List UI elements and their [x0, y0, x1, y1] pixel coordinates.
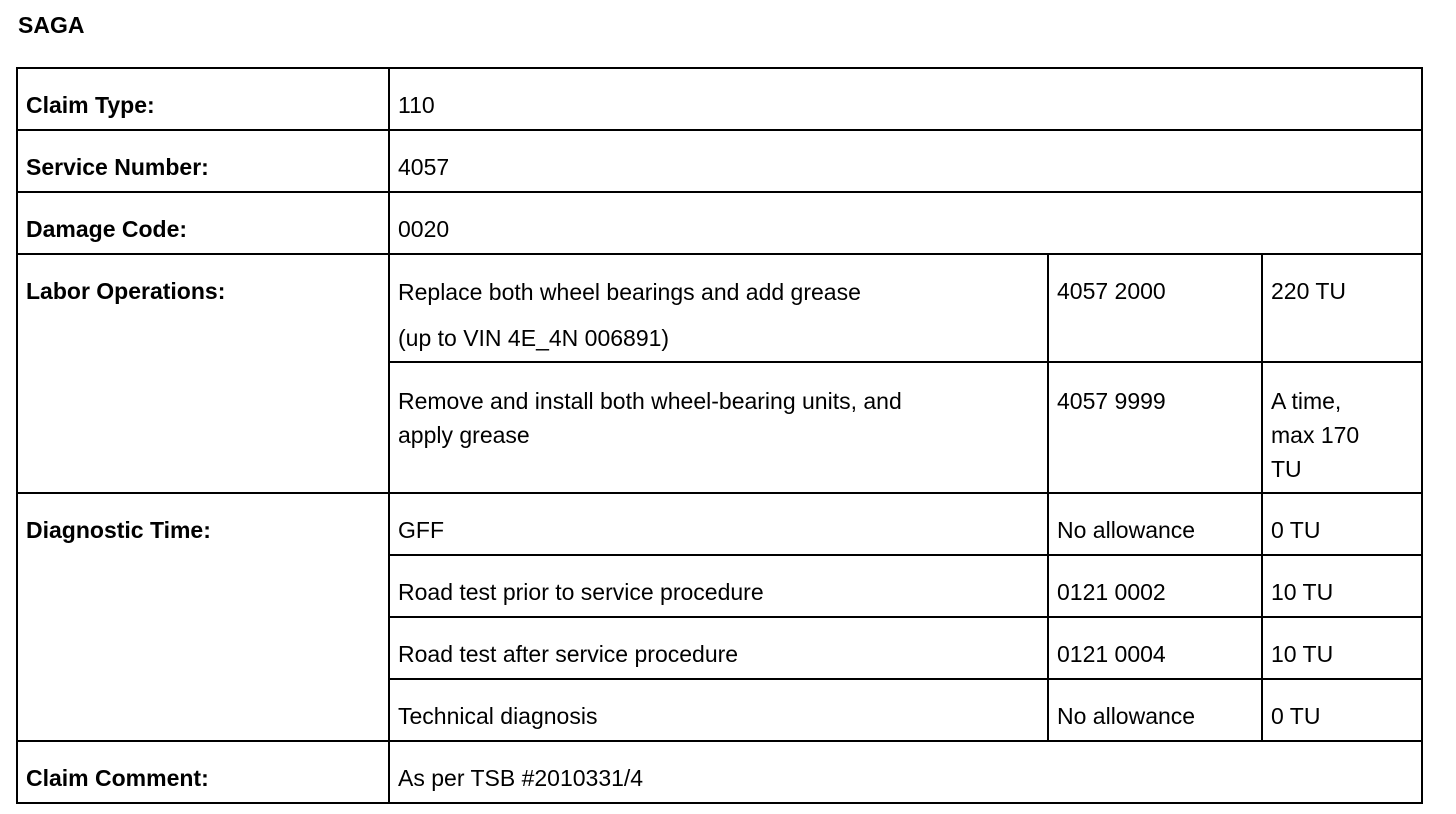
- labor-operation-time-line: TU: [1271, 456, 1302, 482]
- diagnostic-time: 10 TU: [1262, 555, 1422, 617]
- labor-operation-description: [389, 254, 1048, 362]
- labor-operation-time-line: A time,: [1271, 388, 1342, 414]
- claim-comment-label: Claim Comment:: [17, 741, 389, 803]
- claim-comment-row: [17, 741, 1422, 803]
- labor-operations-label: Labor Operations:: [17, 254, 389, 493]
- diagnostic-code: 0121 0002: [1048, 555, 1262, 617]
- diagnostic-description: Technical diagnosis: [389, 679, 1048, 741]
- diagnostic-description: Road test after service procedure: [389, 617, 1048, 679]
- diagnostic-time: 10 TU: [1262, 617, 1422, 679]
- diagnostic-time: 0 TU: [1262, 679, 1422, 741]
- diagnostic-description: GFF: [389, 493, 1048, 555]
- damage-code-row: [17, 192, 1422, 254]
- claim-comment-value: As per TSB #2010331/4: [389, 741, 1422, 803]
- labor-operation-description-line: Remove and install both wheel-bearing units, and: [398, 388, 902, 414]
- service-number-value: 4057: [389, 130, 1422, 192]
- diagnostic-time: 0 TU: [1262, 493, 1422, 555]
- diagnostic-code: No allowance: [1048, 493, 1262, 555]
- service-number-label: Service Number:: [17, 130, 389, 192]
- diagnostic-code: 0121 0004: [1048, 617, 1262, 679]
- labor-operation-row: [17, 254, 1422, 362]
- diagnostic-code: No allowance: [1048, 679, 1262, 741]
- diagnostic-description: Road test prior to service procedure: [389, 555, 1048, 617]
- labor-operation-description-line: apply grease: [398, 422, 530, 448]
- claim-type-label: Claim Type:: [17, 68, 389, 130]
- damage-code-value: 0020: [389, 192, 1422, 254]
- labor-operation-time: 220 TU: [1262, 254, 1422, 362]
- labor-operation-description: [389, 362, 1048, 493]
- labor-operation-code: 4057 2000: [1048, 254, 1262, 362]
- labor-operation-time: [1262, 362, 1422, 493]
- claim-type-row: [17, 68, 1422, 130]
- labor-operation-description-line: Replace both wheel bearings and add grease: [398, 279, 861, 305]
- damage-code-label: Damage Code:: [17, 192, 389, 254]
- claim-type-value: 110: [389, 68, 1422, 130]
- diagnostic-row: [17, 493, 1422, 555]
- labor-operation-code: 4057 9999: [1048, 362, 1262, 493]
- diagnostic-time-label: Diagnostic Time:: [17, 493, 389, 741]
- page-title: SAGA: [18, 12, 85, 38]
- claim-table: [16, 67, 1423, 804]
- service-number-row: [17, 130, 1422, 192]
- labor-operation-description-line: (up to VIN 4E_4N 006891): [398, 325, 670, 351]
- labor-operation-time-line: max 170: [1271, 422, 1360, 448]
